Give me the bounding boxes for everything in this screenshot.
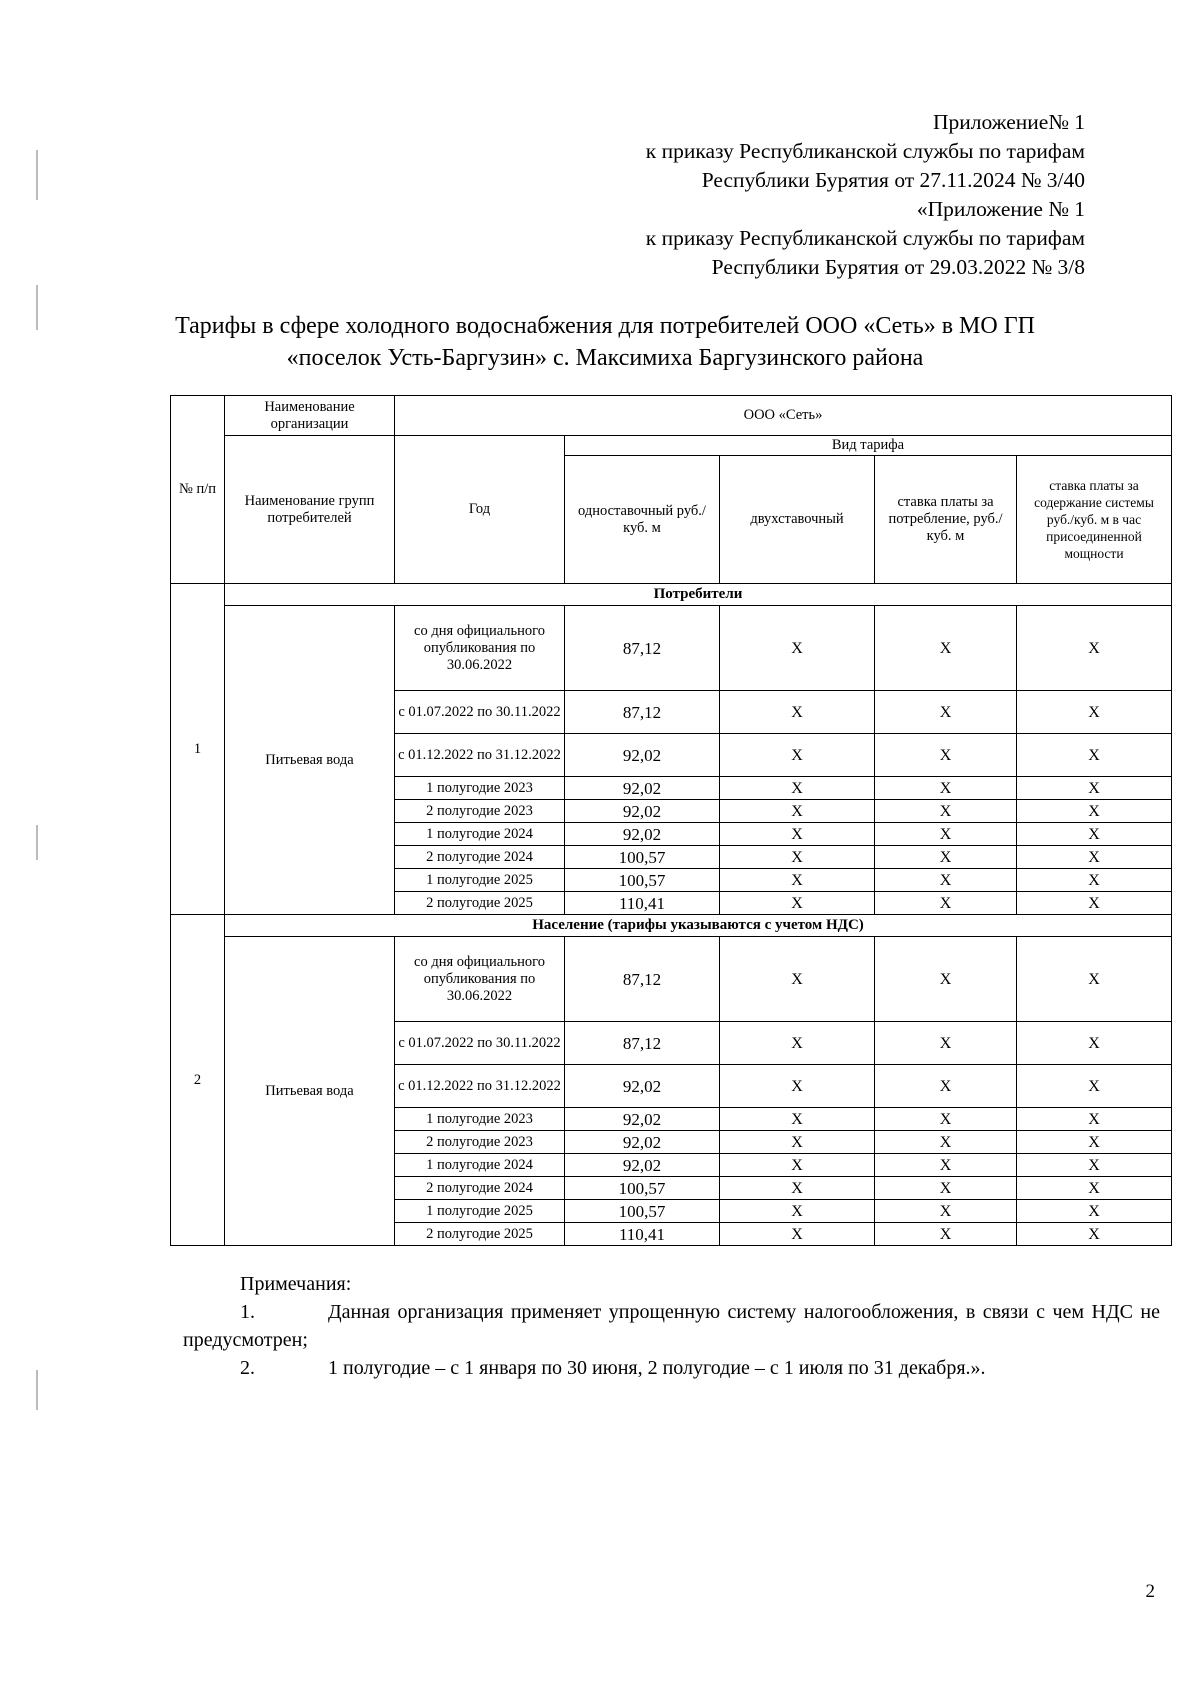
title-line: «поселок Усть-Баргузин» с. Максимиха Баргузинского района: [286, 345, 924, 371]
two-rate-cell: X: [720, 1154, 875, 1177]
scan-artifact: [36, 150, 38, 200]
consumption-rate-cell: X: [875, 1065, 1017, 1108]
period-cell: 1 полугодие 2025: [395, 869, 565, 892]
two-rate-cell: X: [720, 823, 875, 846]
period-cell: 2 полугодие 2025: [395, 1223, 565, 1246]
consumption-rate-cell: X: [875, 606, 1017, 691]
appendix-line: Приложение№ 1: [932, 110, 1085, 134]
period-cell: 2 полугодие 2024: [395, 1177, 565, 1200]
single-rate-cell: 87,12: [565, 1022, 720, 1065]
consumption-rate-cell: X: [875, 1177, 1017, 1200]
header-single-rate: одноставочный руб./ куб. м: [565, 456, 720, 584]
period-cell: 1 полугодие 2023: [395, 777, 565, 800]
section-row: [171, 915, 1172, 937]
single-rate-cell: 100,57: [565, 1200, 720, 1223]
table-row: [171, 937, 1172, 1022]
appendix-line: к приказу Республиканской службы по тарифам: [645, 226, 1085, 250]
period-cell: 2 полугодие 2025: [395, 892, 565, 915]
maintenance-rate-cell: X: [1017, 734, 1172, 777]
consumption-rate-cell: X: [875, 823, 1017, 846]
single-rate-cell: 87,12: [565, 606, 720, 691]
single-rate-cell: 87,12: [565, 937, 720, 1022]
consumption-rate-cell: X: [875, 1154, 1017, 1177]
two-rate-cell: X: [720, 1065, 875, 1108]
two-rate-cell: X: [720, 1022, 875, 1065]
consumption-rate-cell: X: [875, 691, 1017, 734]
notes: [183, 1270, 1160, 1382]
single-rate-cell: 110,41: [565, 892, 720, 915]
header-year: Год: [395, 436, 565, 584]
maintenance-rate-cell: X: [1017, 691, 1172, 734]
consumption-rate-cell: X: [875, 1022, 1017, 1065]
row-number: 1: [171, 584, 225, 915]
consumption-rate-cell: X: [875, 1108, 1017, 1131]
two-rate-cell: X: [720, 734, 875, 777]
page-number: 2: [1145, 1581, 1155, 1602]
two-rate-cell: X: [720, 1200, 875, 1223]
header-org-name: Наименование организации: [225, 396, 395, 436]
consumption-rate-cell: X: [875, 937, 1017, 1022]
maintenance-rate-cell: X: [1017, 1177, 1172, 1200]
maintenance-rate-cell: X: [1017, 869, 1172, 892]
two-rate-cell: X: [720, 1177, 875, 1200]
note-item: [183, 1298, 1160, 1354]
header-tariff-type: Вид тарифа: [565, 436, 1172, 456]
consumption-rate-cell: X: [875, 1223, 1017, 1246]
maintenance-rate-cell: X: [1017, 1223, 1172, 1246]
maintenance-rate-cell: X: [1017, 800, 1172, 823]
period-cell: с 01.07.2022 по 30.11.2022: [395, 691, 565, 734]
header-num: № п/п: [171, 396, 225, 584]
consumption-rate-cell: X: [875, 892, 1017, 915]
period-cell: 1 полугодие 2025: [395, 1200, 565, 1223]
row-number: 2: [171, 915, 225, 1246]
single-rate-cell: 92,02: [565, 823, 720, 846]
period-cell: 1 полугодие 2023: [395, 1108, 565, 1131]
header-two-rate: двухставочный: [720, 456, 875, 584]
period-cell: с 01.12.2022 по 31.12.2022: [395, 1065, 565, 1108]
note-number: 1.: [240, 1301, 255, 1323]
single-rate-cell: 100,57: [565, 1177, 720, 1200]
note-text: 1 полугодие – с 1 января по 30 июня, 2 полугодие – с 1 июля по 31 декабря.».: [328, 1357, 986, 1379]
single-rate-cell: 92,02: [565, 1108, 720, 1131]
maintenance-rate-cell: X: [1017, 937, 1172, 1022]
maintenance-rate-cell: X: [1017, 606, 1172, 691]
header-consumption-rate: ставка платы за потребление, руб./ куб. м: [875, 456, 1017, 584]
maintenance-rate-cell: X: [1017, 777, 1172, 800]
consumer-group: Питьевая вода: [225, 606, 395, 915]
header-org-value: ООО «Сеть»: [395, 396, 1172, 436]
header-maintenance-rate: ставка платы за содержание системы руб./куб. м в час присоединенной мощности: [1017, 456, 1172, 584]
period-cell: 1 полугодие 2024: [395, 823, 565, 846]
single-rate-cell: 110,41: [565, 1223, 720, 1246]
appendix-line: «Приложение № 1: [916, 197, 1085, 221]
period-cell: 2 полугодие 2023: [395, 800, 565, 823]
maintenance-rate-cell: X: [1017, 1022, 1172, 1065]
notes-heading: Примечания:: [240, 1273, 352, 1295]
maintenance-rate-cell: X: [1017, 1154, 1172, 1177]
tariff-table: [170, 395, 1172, 1246]
section-title: Потребители: [225, 584, 1172, 606]
appendix-header: [646, 108, 1085, 282]
period-cell: 2 полугодие 2024: [395, 846, 565, 869]
single-rate-cell: 92,02: [565, 800, 720, 823]
maintenance-rate-cell: X: [1017, 1131, 1172, 1154]
note-number: 2.: [240, 1357, 255, 1379]
two-rate-cell: X: [720, 846, 875, 869]
maintenance-rate-cell: X: [1017, 892, 1172, 915]
maintenance-rate-cell: X: [1017, 1065, 1172, 1108]
appendix-line: Республики Бурятия от 29.03.2022 № 3/8: [711, 255, 1085, 279]
single-rate-cell: 100,57: [565, 869, 720, 892]
two-rate-cell: X: [720, 800, 875, 823]
maintenance-rate-cell: X: [1017, 1108, 1172, 1131]
two-rate-cell: X: [720, 1108, 875, 1131]
consumption-rate-cell: X: [875, 800, 1017, 823]
period-cell: с 01.12.2022 по 31.12.2022: [395, 734, 565, 777]
consumption-rate-cell: X: [875, 1131, 1017, 1154]
two-rate-cell: X: [720, 1223, 875, 1246]
consumption-rate-cell: X: [875, 1200, 1017, 1223]
table-row: [171, 606, 1172, 691]
section-title: Население (тарифы указываются с учетом НДС): [225, 915, 1172, 937]
single-rate-cell: 92,02: [565, 777, 720, 800]
single-rate-cell: 92,02: [565, 1131, 720, 1154]
scan-artifact: [36, 825, 38, 860]
appendix-line: Республики Бурятия от 27.11.2024 № 3/40: [701, 168, 1085, 192]
two-rate-cell: X: [720, 606, 875, 691]
consumption-rate-cell: X: [875, 869, 1017, 892]
note-text: Данная организация применяет упрощенную систему налогообложения, в связи с чем НДС не предусмотрен;: [183, 1301, 1160, 1351]
period-cell: с 01.07.2022 по 30.11.2022: [395, 1022, 565, 1065]
maintenance-rate-cell: X: [1017, 823, 1172, 846]
consumption-rate-cell: X: [875, 777, 1017, 800]
period-cell: 1 полугодие 2024: [395, 1154, 565, 1177]
two-rate-cell: X: [720, 691, 875, 734]
maintenance-rate-cell: X: [1017, 846, 1172, 869]
single-rate-cell: 100,57: [565, 846, 720, 869]
period-cell: со дня официального опубликования по 30.06.2022: [395, 606, 565, 691]
period-cell: 2 полугодие 2023: [395, 1131, 565, 1154]
two-rate-cell: X: [720, 1131, 875, 1154]
title-line: Тарифы в сфере холодного водоснабжения для потребителей ООО «Сеть» в МО ГП: [175, 313, 1035, 339]
maintenance-rate-cell: X: [1017, 1200, 1172, 1223]
two-rate-cell: X: [720, 937, 875, 1022]
single-rate-cell: 92,02: [565, 1154, 720, 1177]
two-rate-cell: X: [720, 777, 875, 800]
two-rate-cell: X: [720, 892, 875, 915]
single-rate-cell: 92,02: [565, 1065, 720, 1108]
consumer-group: Питьевая вода: [225, 937, 395, 1246]
document-title: [170, 310, 1040, 374]
section-row: [171, 584, 1172, 606]
single-rate-cell: 92,02: [565, 734, 720, 777]
note-item: [183, 1354, 1160, 1382]
single-rate-cell: 87,12: [565, 691, 720, 734]
consumption-rate-cell: X: [875, 846, 1017, 869]
two-rate-cell: X: [720, 869, 875, 892]
scan-artifact: [36, 285, 38, 330]
period-cell: со дня официального опубликования по 30.06.2022: [395, 937, 565, 1022]
appendix-line: к приказу Республиканской службы по тарифам: [645, 139, 1085, 163]
consumption-rate-cell: X: [875, 734, 1017, 777]
scan-artifact: [36, 1370, 38, 1410]
header-groups: Наименование групп потребителей: [225, 436, 395, 584]
